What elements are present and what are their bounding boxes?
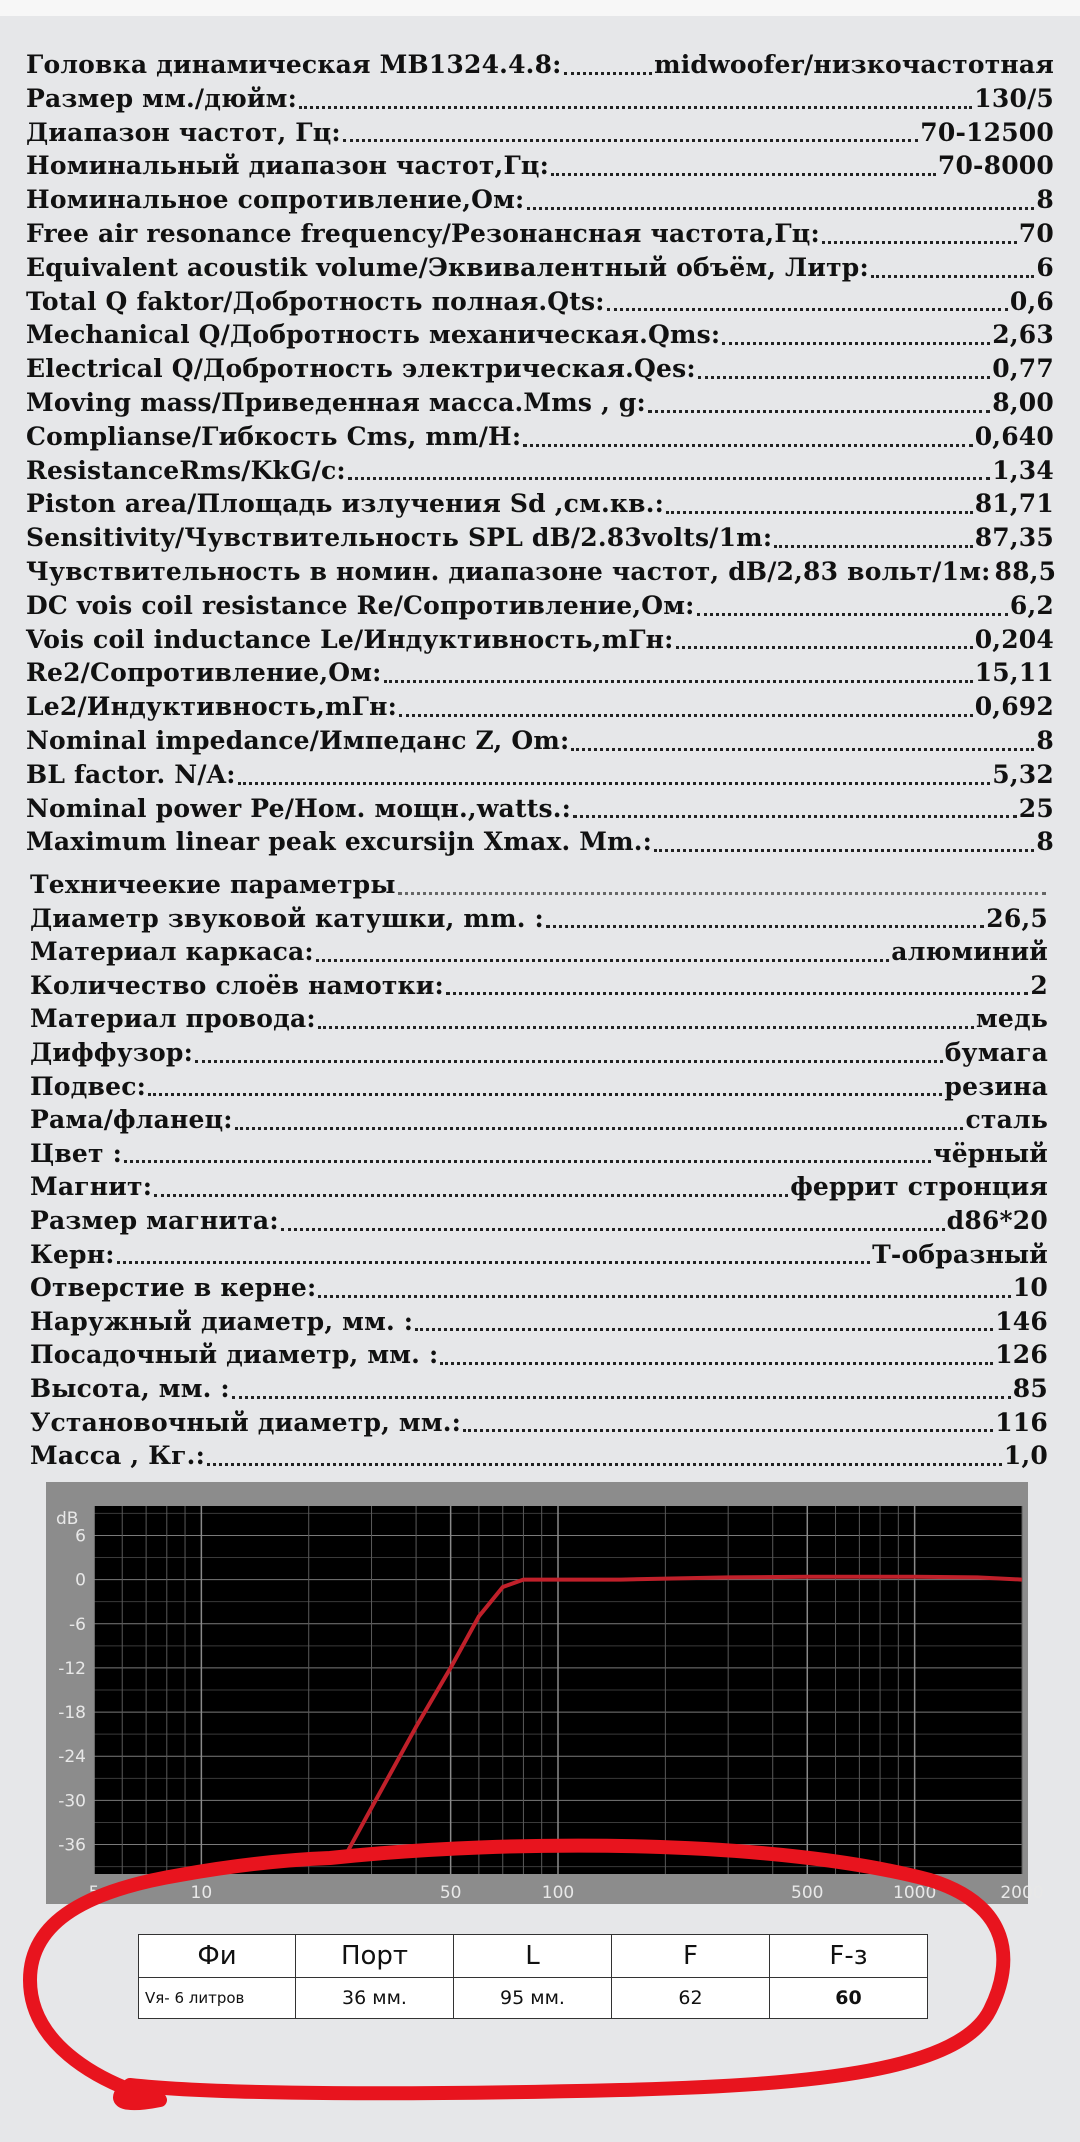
dot-leader bbox=[299, 106, 972, 109]
dot-leader bbox=[316, 959, 889, 962]
spec-label: Установочный диаметр, мм.: bbox=[30, 1407, 462, 1437]
spec-label: Размер мм./дюйм: bbox=[26, 83, 298, 113]
spec-value: феррит стронция bbox=[790, 1172, 1048, 1202]
spec-value: 2 bbox=[1030, 970, 1048, 1000]
dot-leader bbox=[774, 545, 972, 548]
dot-leader bbox=[154, 1194, 788, 1197]
dot-leader bbox=[571, 748, 1034, 751]
spec-label: Головка динамическая MB1324.4.8: bbox=[26, 50, 562, 79]
spec-row bbox=[30, 1273, 1048, 1307]
spec-label: Piston area/Площадь излучения Sd ,см.кв.: bbox=[26, 489, 665, 519]
spec-label: BL factor. N/A: bbox=[26, 759, 236, 789]
dot-leader bbox=[415, 1328, 993, 1331]
spec-row bbox=[26, 320, 1054, 354]
spec-row bbox=[30, 1340, 1048, 1374]
table-cell: 62 bbox=[612, 1978, 770, 2019]
spec-label: Nominal impedance/Импеданс Z, Om: bbox=[26, 725, 570, 755]
spec-row bbox=[26, 760, 1054, 794]
y-tick-label: -12 bbox=[58, 1658, 86, 1679]
frequency-response-chart bbox=[46, 1482, 1044, 1904]
spec-value: 126 bbox=[995, 1340, 1048, 1370]
dot-leader bbox=[697, 613, 1008, 616]
y-tick-label: 0 bbox=[75, 1570, 86, 1591]
dot-leader bbox=[148, 1093, 942, 1096]
dot-leader bbox=[238, 782, 991, 785]
spec-row bbox=[26, 556, 1057, 591]
spec-row bbox=[26, 726, 1054, 760]
spec-label: Цвет : bbox=[30, 1138, 123, 1168]
x-tick-label: 500 bbox=[791, 1883, 824, 1903]
spec-row bbox=[26, 625, 1054, 659]
spec-value: midwoofer/низкочастотная bbox=[654, 50, 1054, 79]
spec-row bbox=[30, 1139, 1048, 1173]
table-cell: 95 мм. bbox=[454, 1978, 612, 2019]
dot-leader bbox=[207, 1463, 1002, 1466]
tech-header-row bbox=[30, 870, 1048, 904]
spec-label: Номинальное сопротивление,Ом: bbox=[26, 185, 525, 215]
dot-leader bbox=[551, 173, 936, 176]
spec-row bbox=[30, 1441, 1048, 1475]
spec-label: Наружный диаметр, мм. : bbox=[30, 1306, 414, 1336]
dot-leader bbox=[318, 1295, 1010, 1298]
spec-row bbox=[26, 591, 1054, 625]
y-tick-label: -36 bbox=[58, 1835, 86, 1856]
spec-label: Номинальный диапазон частот,Гц: bbox=[26, 151, 550, 181]
spec-label: Посадочный диаметр, мм. : bbox=[30, 1340, 439, 1370]
spec-row bbox=[26, 185, 1054, 219]
dot-leader bbox=[399, 714, 973, 717]
spec-label: Moving mass/Приведенная масса.Mms , g: bbox=[26, 387, 646, 417]
spec-label: Подвес: bbox=[30, 1071, 147, 1101]
spec-row bbox=[26, 456, 1054, 490]
spec-value: 146 bbox=[995, 1306, 1048, 1336]
table-header-cell: Порт bbox=[296, 1935, 454, 1978]
table-header-cell: F bbox=[612, 1935, 770, 1978]
spec-value: 8 bbox=[1036, 827, 1054, 857]
spec-value: бумага bbox=[944, 1037, 1048, 1067]
y-tick-label: -30 bbox=[58, 1791, 86, 1812]
spec-label: Магнит: bbox=[30, 1172, 153, 1202]
x-tick-label: 100 bbox=[541, 1883, 575, 1903]
spec-value: 70 bbox=[1018, 218, 1054, 248]
chart-svg bbox=[46, 1482, 1044, 1904]
spec-row bbox=[26, 422, 1054, 456]
top-strip bbox=[0, 0, 1080, 16]
spec-row bbox=[30, 1072, 1048, 1106]
x-tick-label: 1000 bbox=[893, 1883, 937, 1903]
spec-value: 2,63 bbox=[992, 320, 1054, 350]
dot-leader bbox=[343, 139, 918, 142]
spec-value: Т-образный bbox=[872, 1239, 1048, 1269]
spec-label: Керн: bbox=[30, 1239, 115, 1269]
table-header-cell: F-з bbox=[770, 1935, 928, 1978]
spec-row bbox=[30, 971, 1048, 1005]
spec-row bbox=[26, 219, 1054, 253]
spec-value: 6,2 bbox=[1009, 590, 1054, 620]
spec-value: 26,5 bbox=[986, 903, 1048, 933]
spec-value: 87,35 bbox=[974, 523, 1054, 553]
spec-row bbox=[26, 118, 1054, 152]
spec-value: 6 bbox=[1036, 252, 1054, 282]
spec-value: 0,6 bbox=[1009, 286, 1054, 316]
spec-label: Total Q faktor/Добротность полная.Qts: bbox=[26, 286, 605, 316]
dot-leader bbox=[648, 410, 990, 413]
spec-value: 130/5 bbox=[974, 83, 1054, 113]
spec-label: Le2/Индуктивность,mГн: bbox=[26, 692, 398, 722]
dot-leader bbox=[440, 1362, 993, 1365]
spec-label: Диапазон частот, Гц: bbox=[26, 117, 341, 147]
table-cell: Vя- 6 литров bbox=[139, 1978, 296, 2019]
dot-leader bbox=[564, 72, 652, 75]
spec-row bbox=[26, 489, 1054, 523]
dot-leader bbox=[607, 308, 1008, 311]
dot-leader bbox=[527, 207, 1035, 210]
table-cell: 36 мм. bbox=[296, 1978, 454, 2019]
dot-leader bbox=[124, 1160, 931, 1163]
y-tick-label: -6 bbox=[69, 1614, 86, 1635]
spec-label: Vois coil inductance Le/Индуктивность,mГн: bbox=[26, 624, 674, 654]
x-tick-label: 50 bbox=[439, 1883, 462, 1903]
spec-value: 8,00 bbox=[992, 387, 1054, 417]
spec-row bbox=[26, 658, 1054, 692]
spec-value: резина bbox=[944, 1071, 1048, 1101]
spec-label: Высота, мм. : bbox=[30, 1373, 230, 1403]
spec-label: Отверстие в керне: bbox=[30, 1273, 317, 1303]
spec-value: 81,71 bbox=[974, 489, 1054, 519]
dot-leader bbox=[463, 1429, 993, 1432]
spec-value: 0,77 bbox=[992, 354, 1054, 384]
spec-label: Материал каркаса: bbox=[30, 937, 314, 967]
dot-leader bbox=[871, 275, 1034, 278]
spec-value: 1,0 bbox=[1003, 1441, 1048, 1471]
dot-leader bbox=[573, 815, 1017, 818]
spec-label: Количество слоёв намотки: bbox=[30, 970, 444, 1000]
dot-leader bbox=[195, 1060, 943, 1063]
y-tick-label: 6 bbox=[75, 1526, 86, 1547]
spec-row bbox=[26, 827, 1054, 861]
spec-value: 5,32 bbox=[992, 759, 1054, 789]
spec-row bbox=[30, 1172, 1048, 1206]
spec-label: Размер магнита: bbox=[30, 1205, 279, 1235]
spec-label: Sensitivity/Чувствительность SPL dB/2.83volts/1m: bbox=[26, 523, 773, 553]
x-tick-label: 10 bbox=[190, 1883, 213, 1903]
dot-leader bbox=[384, 680, 973, 683]
spec-label: Electrical Q/Добротность электрическая.Qes: bbox=[26, 354, 696, 384]
spec-value: 116 bbox=[995, 1407, 1048, 1437]
spec-label: Re2/Сопротивление,Ом: bbox=[26, 658, 382, 688]
spec-value: 0,692 bbox=[974, 692, 1054, 722]
spec-row bbox=[30, 937, 1048, 971]
dot-leader bbox=[822, 241, 1017, 244]
dot-leader bbox=[235, 1127, 964, 1130]
spec-value: 85 bbox=[1012, 1373, 1048, 1403]
spec-row bbox=[30, 1307, 1048, 1341]
spec-label: Free air resonance frequency/Резонансная частота,Гц: bbox=[26, 218, 820, 248]
dot-leader bbox=[232, 1396, 1011, 1399]
spec-label: Масса , Кг.: bbox=[30, 1441, 206, 1471]
spec-label: Материал провода: bbox=[30, 1004, 316, 1034]
spec-row bbox=[26, 388, 1054, 422]
dot-leader bbox=[666, 511, 973, 514]
spec-row bbox=[30, 1038, 1048, 1072]
spec-row bbox=[26, 523, 1054, 557]
dot-leader bbox=[446, 992, 1028, 995]
tech-params-list bbox=[30, 870, 1048, 1475]
x-tick-label: 2000 bbox=[1000, 1883, 1044, 1903]
dot-leader bbox=[318, 1026, 974, 1029]
spec-row bbox=[30, 1206, 1048, 1240]
dot-leader bbox=[722, 342, 990, 345]
spec-value: 8 bbox=[1036, 185, 1054, 215]
table-header-cell: Фи bbox=[139, 1935, 296, 1978]
spec-value: 70-8000 bbox=[937, 151, 1054, 181]
dot-leader bbox=[654, 849, 1034, 852]
spec-row bbox=[26, 794, 1054, 828]
spec-label: Диффузор: bbox=[30, 1037, 194, 1067]
box-table bbox=[138, 1934, 928, 2019]
spec-row bbox=[30, 1105, 1048, 1139]
spec-row bbox=[26, 692, 1054, 726]
spec-value: медь bbox=[975, 1004, 1048, 1034]
spec-value: сталь bbox=[965, 1105, 1048, 1135]
dot-leader bbox=[546, 925, 984, 928]
table-header-cell: L bbox=[454, 1935, 612, 1978]
spec-label: Рама/фланец: bbox=[30, 1105, 233, 1135]
spec-label: Complianse/Гибкость Cms, mm/H: bbox=[26, 421, 522, 451]
spec-row bbox=[30, 1408, 1048, 1442]
spec-label: Maximum linear peak excursijn Xmax. Mm.: bbox=[26, 827, 653, 857]
spec-row bbox=[26, 84, 1054, 118]
spec-value: 0,204 bbox=[974, 624, 1054, 654]
spec-label: DC vois coil resistance Re/Сопротивление,Ом: bbox=[26, 590, 695, 620]
spec-row bbox=[30, 1374, 1048, 1408]
dot-leader bbox=[523, 444, 972, 447]
spec-value: 25 bbox=[1018, 793, 1054, 823]
spec-row bbox=[30, 1004, 1048, 1038]
spec-label: Equivalent acoustik volume/Эквивалентный объём, Литр: bbox=[26, 252, 869, 282]
y-tick-label: -24 bbox=[58, 1747, 86, 1768]
y-axis-label: dB bbox=[56, 1509, 79, 1529]
spec-value: 8 bbox=[1036, 725, 1054, 755]
y-tick-label: -18 bbox=[58, 1703, 86, 1724]
spec-row bbox=[26, 354, 1054, 388]
spec-label: Чувствительность в номин. диапазоне частот, dB/2,83 вольт/1м: bbox=[26, 556, 991, 586]
spec-value: 0,640 bbox=[974, 421, 1054, 451]
dot-leader bbox=[348, 477, 991, 480]
spec-value: 1,34 bbox=[992, 455, 1054, 485]
dot-leader bbox=[281, 1228, 945, 1231]
spec-value: 70-12500 bbox=[920, 117, 1054, 147]
spec-value: 15,11 bbox=[974, 658, 1054, 688]
spec-value: 88,5 bbox=[994, 556, 1057, 586]
spec-value: d86*20 bbox=[946, 1205, 1048, 1235]
spec-label: ResistanceRms/KkG/c: bbox=[26, 455, 346, 485]
spec-label: Диаметр звуковой катушки, mm. : bbox=[30, 903, 544, 933]
spec-row bbox=[26, 50, 1054, 84]
spec-value: чёрный bbox=[933, 1138, 1048, 1168]
x-tick-label: 5 bbox=[88, 1883, 100, 1903]
dot-leader bbox=[398, 892, 1046, 895]
spec-row bbox=[26, 253, 1054, 287]
dot-leader bbox=[698, 376, 991, 379]
table-header-row bbox=[139, 1935, 928, 1978]
table-cell: 60 bbox=[770, 1978, 928, 2019]
tech-header-label: Техничеекие параметры bbox=[30, 870, 396, 899]
spec-row bbox=[30, 1240, 1048, 1274]
dot-leader bbox=[117, 1261, 870, 1264]
spec-list bbox=[26, 50, 1057, 861]
spec-value: 10 bbox=[1012, 1273, 1048, 1303]
table-row bbox=[139, 1978, 928, 2019]
spec-label: Nominal power Pe/Ном. мощн.,watts.: bbox=[26, 793, 572, 823]
spec-label: Mechanical Q/Добротность механическая.Qms: bbox=[26, 320, 721, 350]
spec-row bbox=[26, 287, 1054, 321]
spec-row bbox=[26, 151, 1054, 185]
dot-leader bbox=[676, 646, 973, 649]
spec-row bbox=[30, 904, 1048, 938]
spec-value: алюминий bbox=[891, 937, 1048, 967]
